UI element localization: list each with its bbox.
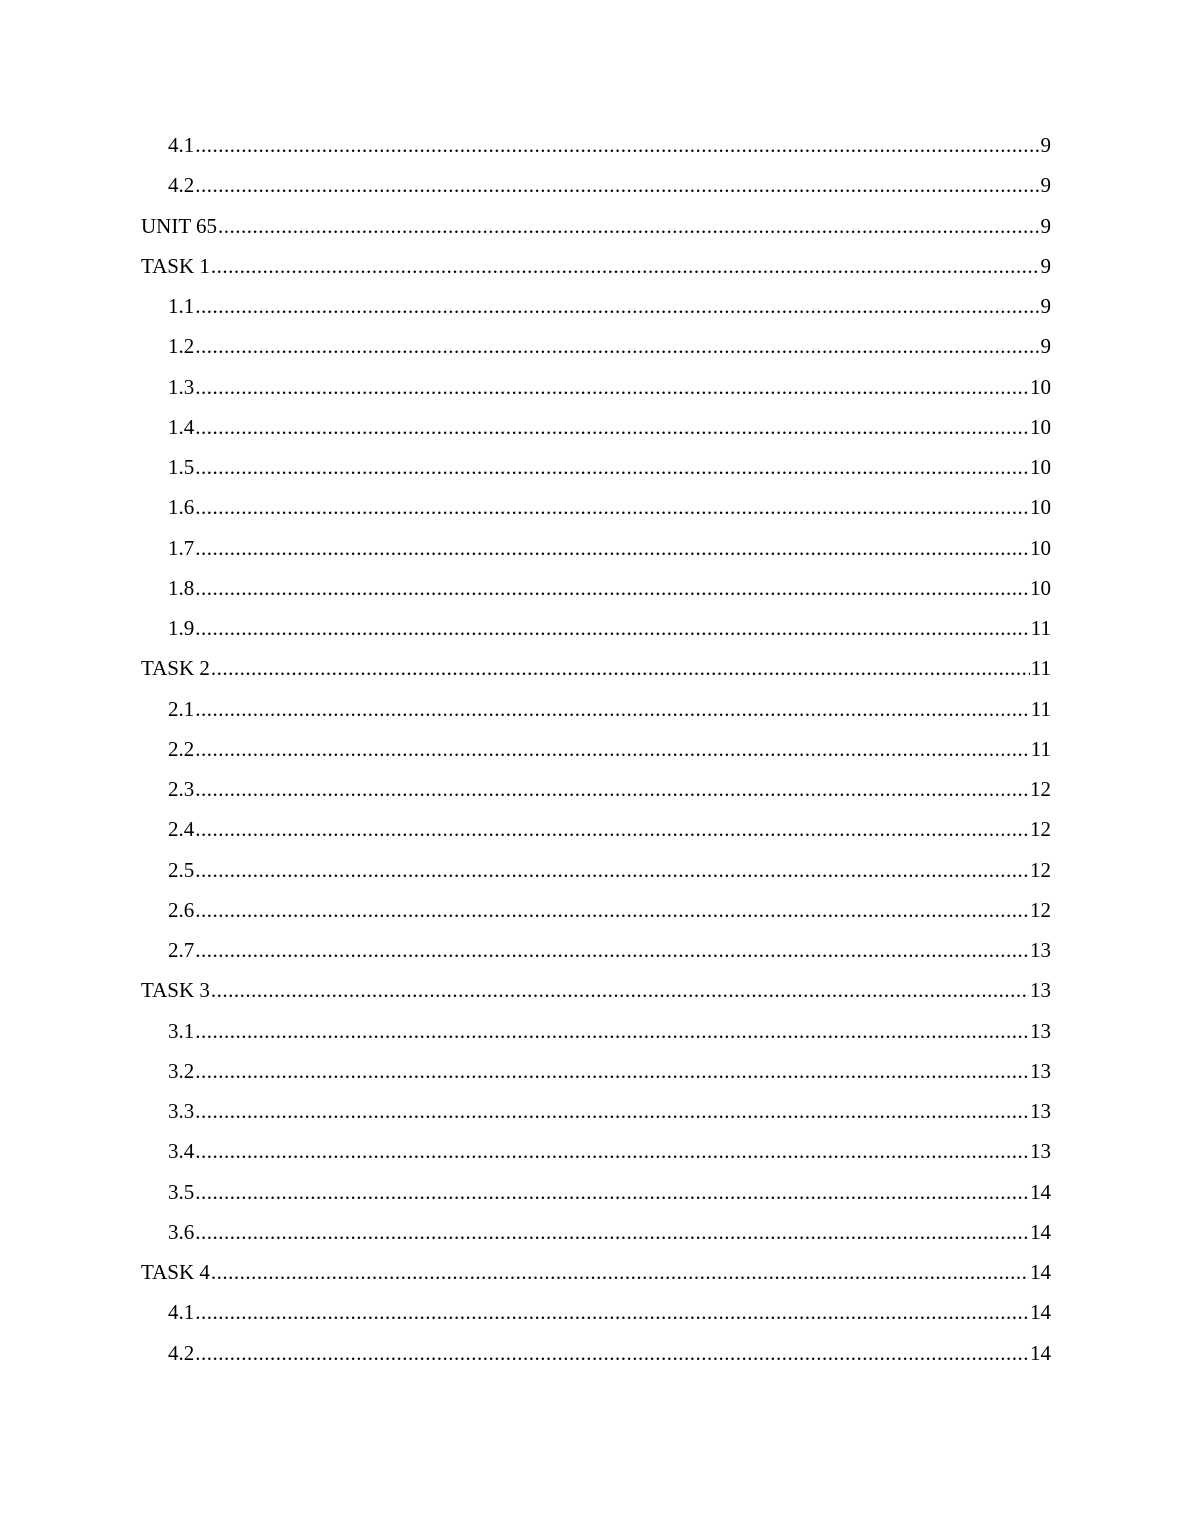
toc-entry-label: 3.3 [168, 1099, 195, 1123]
toc-entry[interactable] [141, 214, 1051, 254]
toc-page-number: 14 [1030, 1300, 1051, 1325]
toc-page-number: 13 [1030, 1018, 1051, 1043]
toc-dot-leader [211, 254, 1040, 279]
toc-entry-label: 4.1 [168, 1300, 195, 1325]
toc-dot-leader [211, 978, 1029, 1003]
toc-page-number: 12 [1030, 777, 1051, 801]
toc-entry-label: 1.2 [168, 334, 195, 359]
toc-page-number: 9 [1040, 253, 1051, 278]
toc-entry-label: 2.3 [168, 777, 195, 801]
toc-page-number: 10 [1030, 575, 1051, 600]
toc-entry-label: 1.7 [168, 535, 195, 560]
toc-entry[interactable] [141, 1300, 1051, 1340]
toc-entry-label: 3.6 [168, 1219, 195, 1244]
toc-entry[interactable] [141, 938, 1051, 978]
toc-entry-label: 3.1 [168, 1018, 195, 1043]
toc-entry-label: 1.5 [168, 455, 195, 479]
toc-entry[interactable] [141, 1099, 1051, 1139]
toc-entry[interactable] [141, 576, 1051, 616]
toc-entry-label: 4.2 [168, 173, 195, 198]
toc-dot-leader [195, 495, 1029, 520]
toc-dot-leader [195, 133, 1039, 158]
toc-page-number: 9 [1040, 294, 1051, 318]
toc-page-number: 11 [1030, 736, 1051, 761]
toc-page-number: 11 [1030, 656, 1051, 681]
toc-entry-label: 2.1 [168, 696, 195, 721]
toc-page-number: 13 [1030, 1058, 1051, 1083]
toc-entry[interactable] [141, 495, 1051, 535]
toc-entry[interactable] [141, 697, 1051, 737]
toc-entry[interactable] [141, 1260, 1051, 1300]
toc-dot-leader [195, 898, 1029, 923]
toc-entry-label: 4.2 [168, 1340, 195, 1365]
toc-entry-label: 2.5 [168, 857, 195, 882]
toc-entry-label: 2.4 [168, 817, 195, 842]
toc-entry[interactable] [141, 656, 1051, 696]
toc-page-number: 12 [1030, 897, 1051, 922]
toc-entry[interactable] [141, 898, 1051, 938]
toc-page-number: 9 [1040, 213, 1051, 238]
toc-entry[interactable] [141, 858, 1051, 898]
toc-dot-leader [195, 536, 1029, 561]
toc-dot-leader [195, 1139, 1029, 1164]
toc-dot-leader [195, 294, 1039, 319]
toc-dot-leader [195, 817, 1029, 842]
toc-entry-label: 2.7 [168, 938, 195, 962]
toc-page-number: 12 [1030, 817, 1051, 842]
toc-page-number: 13 [1030, 1139, 1051, 1164]
toc-entry[interactable] [141, 334, 1051, 374]
toc-entry[interactable] [141, 1019, 1051, 1059]
toc-dot-leader [195, 1099, 1029, 1124]
toc-entry[interactable] [141, 536, 1051, 576]
toc-dot-leader [195, 777, 1029, 802]
toc-entry[interactable] [141, 1059, 1051, 1099]
toc-entry-label: TASK 1 [141, 253, 210, 278]
toc-page-number: 10 [1030, 455, 1051, 479]
toc-page-number: 13 [1030, 1099, 1051, 1123]
toc-entry[interactable] [141, 978, 1051, 1018]
toc-dot-leader [195, 375, 1029, 400]
toc-entry[interactable] [141, 173, 1051, 213]
toc-entry-label: TASK 2 [141, 656, 210, 681]
toc-dot-leader [195, 1019, 1029, 1044]
toc-entry-label: 1.9 [168, 616, 195, 640]
toc-dot-leader [195, 455, 1029, 480]
toc-dot-leader [195, 697, 1030, 722]
toc-entry-label: 3.2 [168, 1058, 195, 1083]
toc-page-number: 13 [1030, 978, 1051, 1003]
toc-entry-label: 2.6 [168, 897, 195, 922]
toc-entry[interactable] [141, 1341, 1051, 1381]
toc-dot-leader [195, 1180, 1029, 1205]
toc-dot-leader [195, 576, 1029, 601]
toc-entry[interactable] [141, 777, 1051, 817]
toc-dot-leader [195, 858, 1029, 883]
toc-dot-leader [195, 938, 1029, 963]
toc-entry[interactable] [141, 1220, 1051, 1260]
toc-entry[interactable] [141, 415, 1051, 455]
toc-dot-leader [211, 656, 1030, 681]
toc-entry-label: TASK 4 [141, 1260, 210, 1284]
toc-page-number: 9 [1040, 173, 1051, 198]
toc-entry-label: 1.8 [168, 575, 195, 600]
toc-entry-label: UNIT 65 [141, 213, 218, 238]
toc-entry-label: 1.1 [168, 294, 195, 318]
toc-entry-label: 2.2 [168, 736, 195, 761]
toc-dot-leader [195, 1059, 1029, 1084]
toc-dot-leader [211, 1260, 1029, 1285]
toc-dot-leader [195, 1300, 1029, 1325]
toc-page-number: 13 [1030, 938, 1051, 962]
toc-entry[interactable] [141, 294, 1051, 334]
toc-dot-leader [195, 1220, 1029, 1245]
toc-entry-label: 1.3 [168, 374, 195, 399]
toc-entry[interactable] [141, 133, 1051, 173]
toc-entry-label: 1.6 [168, 495, 195, 520]
toc-dot-leader [195, 1341, 1029, 1366]
toc-entry-label: 3.4 [168, 1139, 195, 1164]
toc-page-number: 14 [1030, 1340, 1051, 1365]
toc-page-number: 14 [1030, 1260, 1051, 1284]
toc-dot-leader [218, 214, 1039, 239]
toc-page-number: 9 [1040, 133, 1051, 157]
toc-entry[interactable] [141, 616, 1051, 656]
toc-dot-leader [195, 415, 1029, 440]
toc-dot-leader [195, 173, 1039, 198]
toc-entry-label: 4.1 [168, 133, 195, 157]
toc-page-number: 11 [1030, 616, 1051, 640]
toc-dot-leader [195, 334, 1039, 359]
toc-page-number: 12 [1030, 857, 1051, 882]
toc-page-number: 10 [1030, 374, 1051, 399]
table-of-contents [141, 133, 1051, 1381]
toc-page-number: 11 [1030, 696, 1051, 721]
toc-entry[interactable] [141, 455, 1051, 495]
toc-entry-label: 1.4 [168, 414, 195, 439]
toc-page-number: 14 [1030, 1179, 1051, 1204]
toc-entry[interactable] [141, 375, 1051, 415]
toc-entry[interactable] [141, 1139, 1051, 1179]
toc-entry-label: 3.5 [168, 1179, 195, 1204]
toc-entry-label: TASK 3 [141, 978, 210, 1003]
toc-dot-leader [195, 737, 1030, 762]
toc-entry[interactable] [141, 1180, 1051, 1220]
toc-page-number: 10 [1030, 414, 1051, 439]
toc-dot-leader [195, 616, 1030, 641]
toc-entry[interactable] [141, 254, 1051, 294]
toc-entry[interactable] [141, 737, 1051, 777]
toc-page-number: 14 [1030, 1219, 1051, 1244]
toc-entry[interactable] [141, 817, 1051, 857]
toc-page-number: 9 [1040, 334, 1051, 359]
toc-page-number: 10 [1030, 535, 1051, 560]
toc-page-number: 10 [1030, 495, 1051, 520]
